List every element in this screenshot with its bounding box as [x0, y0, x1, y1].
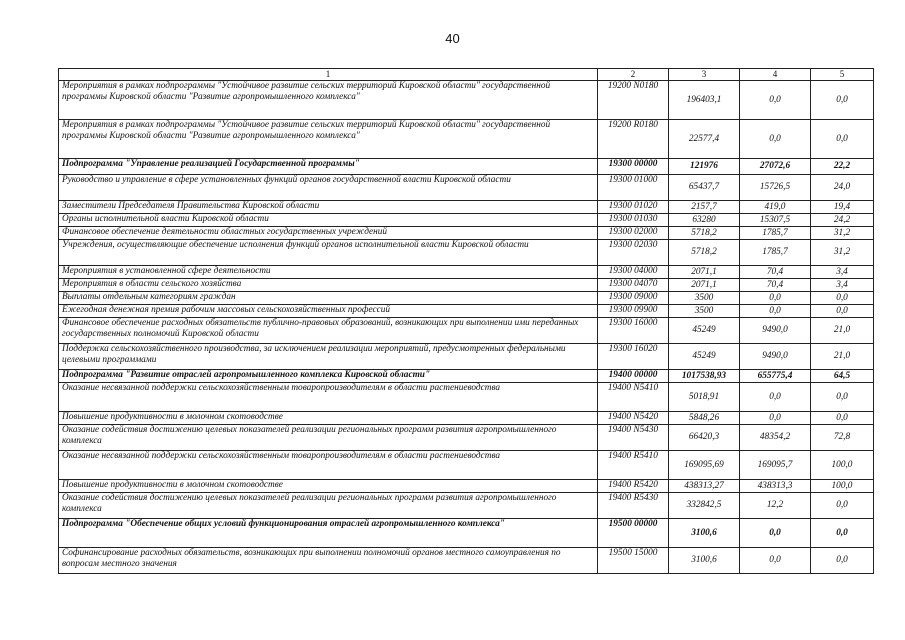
row-value-percent-cell: 0,0 [811, 120, 874, 159]
row-code-cell: 19400 R5430 [598, 493, 669, 519]
row-code-cell: 19300 09000 [598, 292, 669, 305]
row-name-cell: Ежегодная денежная премия рабочим массовых сельскохозяйственных профессий [59, 305, 598, 318]
table-row [59, 425, 874, 451]
row-name-cell: Софинансирование расходных обязательств, возникающих при выполнении полномочий органов местного самоуправления по вопросам местного значения [59, 548, 598, 574]
row-value-executed-cell: 0,0 [740, 383, 811, 412]
row-value-percent-cell: 3,4 [811, 266, 874, 279]
row-code-cell: 19300 01020 [598, 201, 669, 214]
table-row [59, 412, 874, 425]
row-value-executed-cell: 9490,0 [740, 318, 811, 344]
row-name-cell: Заместители Председателя Правительства Кировской области [59, 201, 598, 214]
table-row [59, 266, 874, 279]
row-value-executed-cell: 9490,0 [740, 344, 811, 370]
row-value-percent-cell: 100,0 [811, 451, 874, 480]
row-code-cell: 19300 01000 [598, 175, 669, 201]
row-code-cell: 19400 R5420 [598, 480, 669, 493]
row-name-cell: Оказание несвязанной поддержки сельскохозяйственным товаропроизводителям в области растениеводства [59, 383, 598, 412]
row-value-percent-cell: 3,4 [811, 279, 874, 292]
column-header-3: 3 [669, 69, 740, 81]
table-row [59, 201, 874, 214]
row-value-executed-cell: 0,0 [740, 519, 811, 548]
row-value-percent-cell: 21,0 [811, 344, 874, 370]
row-value-executed-cell: 1785,7 [740, 227, 811, 240]
row-value-executed-cell: 48354,2 [740, 425, 811, 451]
row-value-percent-cell: 100,0 [811, 480, 874, 493]
column-header-2: 2 [598, 69, 669, 81]
row-value-percent-cell: 31,2 [811, 240, 874, 266]
row-code-cell: 19300 09900 [598, 305, 669, 318]
row-value-executed-cell: 0,0 [740, 548, 811, 574]
row-name-cell: Финансовое обеспечение деятельности областных государственных учреждений [59, 227, 598, 240]
row-name-cell: Подпрограмма "Развитие отраслей агропромышленного комплекса Кировской области" [59, 370, 598, 383]
table-row [59, 214, 874, 227]
row-name-cell: Мероприятия в области сельского хозяйства [59, 279, 598, 292]
row-name-cell: Оказание содействия достижению целевых показателей реализации региональных программ развития агропромышленного комплекса [59, 425, 598, 451]
row-value-executed-cell: 0,0 [740, 412, 811, 425]
row-code-cell: 19300 16020 [598, 344, 669, 370]
row-code-cell: 19400 R5410 [598, 451, 669, 480]
row-value-executed-cell: 15307,5 [740, 214, 811, 227]
table-row [59, 451, 874, 480]
table-row [59, 344, 874, 370]
row-value-planned-cell: 65437,7 [669, 175, 740, 201]
row-code-cell: 19300 04000 [598, 266, 669, 279]
row-code-cell: 19400 N5410 [598, 383, 669, 412]
row-value-planned-cell: 45249 [669, 344, 740, 370]
row-value-percent-cell: 0,0 [811, 519, 874, 548]
row-name-cell: Подпрограмма "Обеспечение общих условий функционирования отраслей агропромышленного комплекса" [59, 519, 598, 548]
row-name-cell: Мероприятия в установленной сфере деятельности [59, 266, 598, 279]
row-value-executed-cell: 15726,5 [740, 175, 811, 201]
row-value-executed-cell: 438313,3 [740, 480, 811, 493]
row-value-percent-cell: 21,0 [811, 318, 874, 344]
table-row [59, 120, 874, 159]
row-value-percent-cell: 24,2 [811, 214, 874, 227]
row-name-cell: Учреждения, осуществляющие обеспечение исполнения функций органов исполнительной власти Кировской области [59, 240, 598, 266]
row-code-cell: 19200 R0180 [598, 120, 669, 159]
row-name-cell: Оказание несвязанной поддержки сельскохозяйственным товаропроизводителям в области растениеводства [59, 451, 598, 480]
row-value-executed-cell: 70,4 [740, 279, 811, 292]
row-name-cell: Подпрограмма "Управление реализацией Государственной программы" [59, 159, 598, 175]
row-value-executed-cell: 0,0 [740, 305, 811, 318]
row-code-cell: 19300 02030 [598, 240, 669, 266]
row-value-executed-cell: 70,4 [740, 266, 811, 279]
table-row [59, 318, 874, 344]
row-code-cell: 19500 00000 [598, 519, 669, 548]
row-code-cell: 19300 02000 [598, 227, 669, 240]
row-value-planned-cell: 2071,1 [669, 266, 740, 279]
row-value-executed-cell: 1785,7 [740, 240, 811, 266]
column-header-5: 5 [811, 69, 874, 81]
table-row [59, 480, 874, 493]
table-row [59, 493, 874, 519]
row-code-cell: 19300 01030 [598, 214, 669, 227]
row-code-cell: 19400 00000 [598, 370, 669, 383]
row-value-planned-cell: 45249 [669, 318, 740, 344]
row-value-percent-cell: 0,0 [811, 383, 874, 412]
column-header-4: 4 [740, 69, 811, 81]
table-row [59, 175, 874, 201]
row-name-cell: Выплаты отдельным категориям граждан [59, 292, 598, 305]
row-value-percent-cell: 31,2 [811, 227, 874, 240]
table-row [59, 240, 874, 266]
row-name-cell: Оказание содействия достижению целевых показателей реализации региональных программ развития агропромышленного комплекса [59, 493, 598, 519]
table-row [59, 305, 874, 318]
row-code-cell: 19500 15000 [598, 548, 669, 574]
row-value-planned-cell: 3100,6 [669, 519, 740, 548]
row-name-cell: Мероприятия в рамках подпрограммы "Устойчивое развитие сельских территорий Кировской области" государственной программы Кировской области "Развитие агропромышленного комплекса" [59, 81, 598, 120]
table-row [59, 279, 874, 292]
row-value-planned-cell: 63280 [669, 214, 740, 227]
row-value-planned-cell: 66420,3 [669, 425, 740, 451]
row-value-percent-cell: 19,4 [811, 201, 874, 214]
row-value-executed-cell: 27072,6 [740, 159, 811, 175]
row-name-cell: Мероприятия в рамках подпрограммы "Устойчивое развитие сельских территорий Кировской области" государственной программы Кировской области "Развитие агропромышленного комплекса" [59, 120, 598, 159]
row-value-planned-cell: 5718,2 [669, 227, 740, 240]
table-row [59, 159, 874, 175]
row-value-planned-cell: 438313,27 [669, 480, 740, 493]
table-row [59, 519, 874, 548]
row-value-planned-cell: 169095,69 [669, 451, 740, 480]
row-value-executed-cell: 0,0 [740, 120, 811, 159]
row-code-cell: 19400 N5420 [598, 412, 669, 425]
row-value-percent-cell: 0,0 [811, 548, 874, 574]
row-code-cell: 19400 N5430 [598, 425, 669, 451]
row-value-planned-cell: 5718,2 [669, 240, 740, 266]
row-value-executed-cell: 0,0 [740, 292, 811, 305]
row-value-percent-cell: 24,0 [811, 175, 874, 201]
row-value-planned-cell: 3100,6 [669, 548, 740, 574]
table-row [59, 548, 874, 574]
row-value-planned-cell: 3500 [669, 305, 740, 318]
row-value-executed-cell: 419,0 [740, 201, 811, 214]
budget-table-container [58, 68, 874, 574]
row-name-cell: Руководство и управление в сфере установленных функций органов государственной власти Кировской области [59, 175, 598, 201]
row-value-planned-cell: 121976 [669, 159, 740, 175]
table-header-row [59, 69, 874, 81]
row-value-executed-cell: 12,2 [740, 493, 811, 519]
row-name-cell: Повышение продуктивности в молочном скотоводстве [59, 480, 598, 493]
row-value-planned-cell: 196403,1 [669, 81, 740, 120]
row-value-percent-cell: 72,8 [811, 425, 874, 451]
row-code-cell: 19200 N0180 [598, 81, 669, 120]
row-value-planned-cell: 1017538,93 [669, 370, 740, 383]
row-name-cell: Поддержка сельскохозяйственного производства, за исключением реализации мероприятий, предусмотренных федеральными целевыми программами [59, 344, 598, 370]
row-value-percent-cell: 22,2 [811, 159, 874, 175]
row-code-cell: 19300 04070 [598, 279, 669, 292]
row-value-planned-cell: 5848,26 [669, 412, 740, 425]
row-code-cell: 19300 00000 [598, 159, 669, 175]
row-value-planned-cell: 5018,91 [669, 383, 740, 412]
row-name-cell: Органы исполнительной власти Кировской области [59, 214, 598, 227]
row-value-planned-cell: 22577,4 [669, 120, 740, 159]
table-row [59, 292, 874, 305]
row-value-percent-cell: 64,5 [811, 370, 874, 383]
row-code-cell: 19300 16000 [598, 318, 669, 344]
table-row [59, 227, 874, 240]
row-value-percent-cell: 0,0 [811, 305, 874, 318]
table-row [59, 383, 874, 412]
row-name-cell: Повышение продуктивности в молочном скотоводстве [59, 412, 598, 425]
row-name-cell: Финансовое обеспечение расходных обязательств публично-правовых образований, возникающих при выполнении ими переданных государственных полномочий Кировской области [59, 318, 598, 344]
row-value-percent-cell: 0,0 [811, 493, 874, 519]
row-value-planned-cell: 2071,1 [669, 279, 740, 292]
budget-table [58, 68, 874, 574]
page-number: 40 [445, 31, 460, 46]
table-row [59, 370, 874, 383]
table-body [59, 81, 874, 574]
row-value-percent-cell: 0,0 [811, 412, 874, 425]
row-value-percent-cell: 0,0 [811, 292, 874, 305]
row-value-percent-cell: 0,0 [811, 81, 874, 120]
row-value-planned-cell: 3500 [669, 292, 740, 305]
row-value-planned-cell: 332842,5 [669, 493, 740, 519]
row-value-executed-cell: 655775,4 [740, 370, 811, 383]
row-value-planned-cell: 2157,7 [669, 201, 740, 214]
row-value-executed-cell: 0,0 [740, 81, 811, 120]
column-header-1: 1 [59, 69, 598, 81]
table-row [59, 81, 874, 120]
row-value-executed-cell: 169095,7 [740, 451, 811, 480]
